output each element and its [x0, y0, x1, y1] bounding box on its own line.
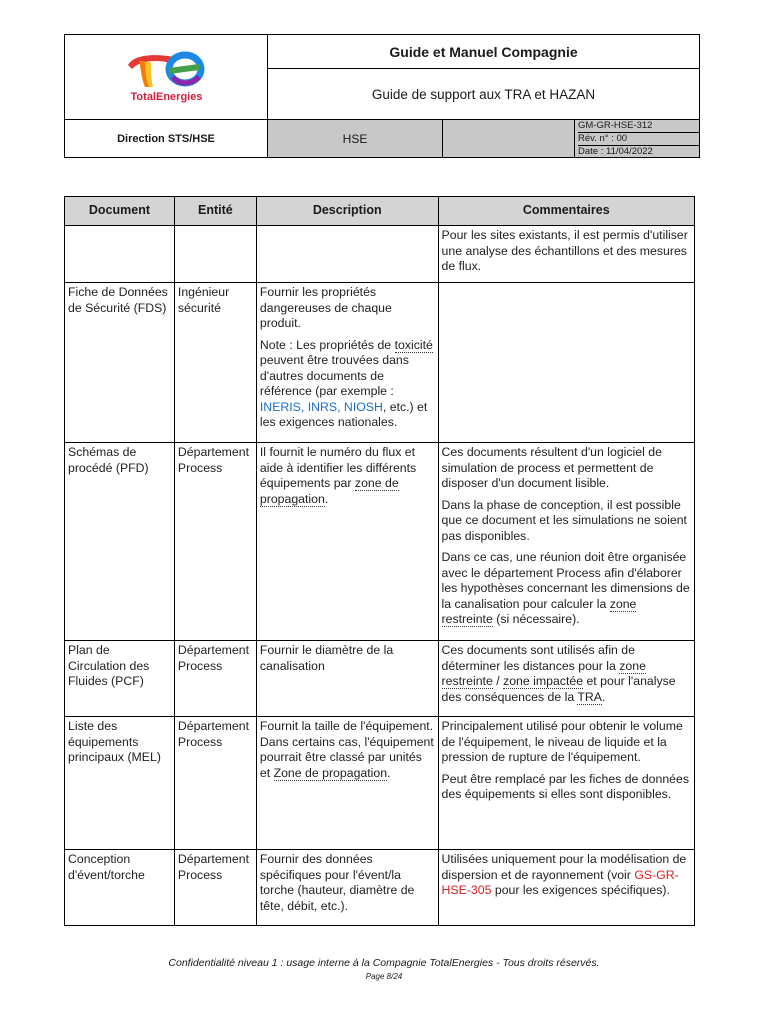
column-header-document: Document [65, 197, 175, 226]
table-row [65, 443, 695, 641]
glossary-term[interactable]: toxicité [394, 337, 433, 352]
reference-links[interactable]: INERIS, INRS, NIOSH [259, 399, 383, 414]
document-header [64, 34, 700, 158]
cell-entite: Département Process [174, 717, 256, 850]
note-paragraph: Note : Les propriétés de toxicité peuvent être trouvées dans d'autres documents de référence (par exemple : INERIS, INRS, NIOSH, etc.) et les exigences nationales. [259, 337, 433, 429]
table-row [65, 226, 695, 283]
revision-date: Date : 11/04/2022 [578, 146, 653, 157]
cell-commentaires [438, 283, 694, 443]
reference-code: GM-GR-HSE-312 [578, 120, 699, 133]
blank-cell [443, 120, 575, 157]
cell-commentaires: Principalement utilisé pour obtenir le volume de l'équipement, le niveau de liquide et la pression de rupture de l'équipement. Peut être remplacé par les fiches de données des équipements si elles sont disponibles. [438, 717, 694, 850]
cell-commentaires: Utilisées uniquement pour la modélisation de dispersion et de rayonnement (voir GS-GR-HSE-305 pour les exigences spécifiques). [438, 850, 694, 926]
cell-entite [174, 226, 256, 283]
page-number: Page 8/24 [365, 972, 403, 981]
glossary-term[interactable]: TRA [577, 689, 602, 704]
column-header-commentaires: Commentaires [438, 197, 694, 226]
cell-document [65, 226, 175, 283]
table-row [65, 850, 695, 926]
cell-description: Il fournit le numéro du flux et aide à identifier les différents équipements par zone de propagation. [256, 443, 438, 641]
glossary-term[interactable]: Zone de propagation [273, 765, 388, 780]
column-header-description: Description [256, 197, 438, 226]
direction-label: Direction STS/HSE [65, 120, 268, 157]
cell-description: Fournit la taille de l'équipement. Dans certains cas, l'équipement pourrait être classé par unités et Zone de propagation. [256, 717, 438, 850]
cell-document: Plan de Circulation des Fluides (PCF) [65, 641, 175, 717]
table-header-row [65, 197, 695, 226]
cell-entite: Département Process [174, 850, 256, 926]
brand-name: TotalEnergies [130, 91, 203, 103]
cell-entite: Département Process [174, 443, 256, 641]
cell-description [256, 226, 438, 283]
glossary-term[interactable]: zone restreinte [441, 596, 637, 626]
domain-label: HSE [268, 120, 443, 157]
logo-cell [65, 35, 268, 120]
cell-commentaires: Pour les sites existants, il est permis d'utiliser une analyse des échantillons et des mesures de flux. [438, 226, 694, 283]
cell-document: Liste des équipements principaux (MEL) [65, 717, 175, 850]
cell-entite: Ingénieur sécurité [174, 283, 256, 443]
cell-description: Fournir des données spécifiques pour l'évent/la torche (hauteur, diamètre de tête, débit, etc.). [256, 850, 438, 926]
totalenergies-logo-icon [123, 47, 213, 91]
document-title: Guide et Manuel Compagnie [268, 35, 699, 69]
revision-number: Rév. n° : 00 [578, 133, 699, 146]
cell-document: Conception d'évent/torche [65, 850, 175, 926]
glossary-term[interactable]: zone restreinte [441, 658, 646, 688]
confidentiality-notice: Confidentialité niveau 1 : usage interne à la Compagnie TotalEnergies - Tous droits réservés. [168, 957, 600, 969]
table-row [65, 641, 695, 717]
reference-block [575, 120, 699, 157]
table-row [65, 283, 695, 443]
document-subtitle: Guide de support aux TRA et HAZAN [268, 69, 699, 120]
glossary-term[interactable]: zone de propagation [259, 476, 399, 506]
glossary-term[interactable]: zone impactée [503, 674, 584, 688]
cell-commentaires: Ces documents résultent d'un logiciel de simulation de process et permettent de disposer d'un document lisible. Dans la phase de conception, il est possible que ce document et les simulations ne soient pas disponibles. Dans ce cas, une réunion doit être organisée avec le département Process afin d'élaborer les hypothèses concernant les dimensions de la canalisation pour calculer la zone restreinte (si nécessaire). [438, 443, 694, 641]
reference-link[interactable]: GS-GR-HSE-305 [441, 867, 679, 897]
document-table [64, 196, 695, 926]
cell-entite: Département Process [174, 641, 256, 717]
cell-description: Fournir les propriétés dangereuses de chaque produit. Note : Les propriétés de toxicité peuvent être trouvées dans d'autres documents de référence (par exemple : INERIS, INRS, NIOSH, etc.) et les exigences nationales. [256, 283, 438, 443]
cell-document: Fiche de Données de Sécurité (FDS) [65, 283, 175, 443]
table-row [65, 717, 695, 850]
cell-document: Schémas de procédé (PFD) [65, 443, 175, 641]
cell-commentaires: Ces documents sont utilisés afin de déterminer les distances pour la zone restreinte / zone impactée et pour l'analyse des conséquences de la TRA. [438, 641, 694, 717]
cell-description: Fournir le diamètre de la canalisation [256, 641, 438, 717]
column-header-entite: Entité [174, 197, 256, 226]
